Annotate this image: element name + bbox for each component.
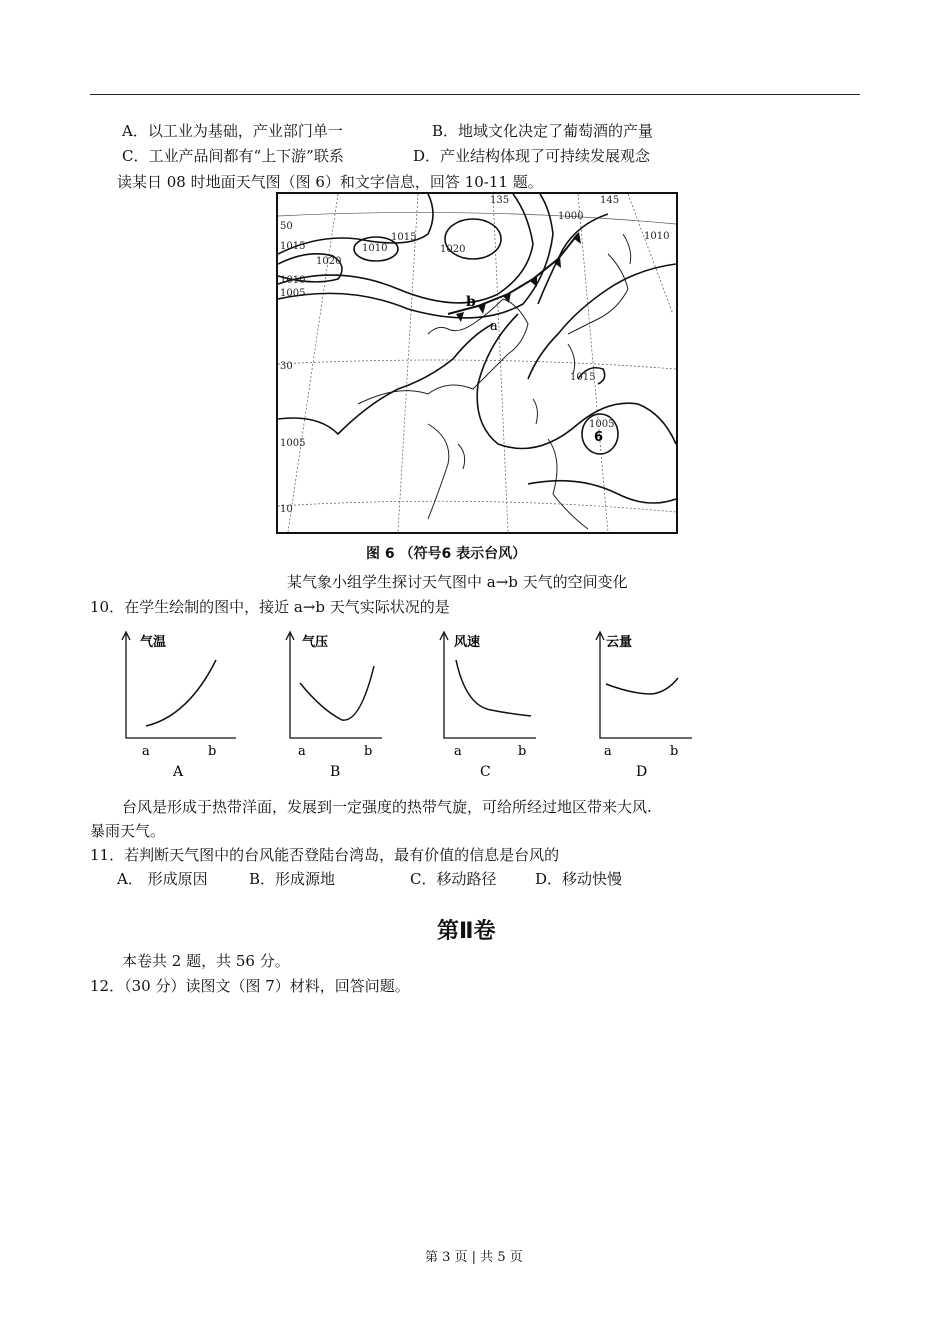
intro-10-11: 读某日 08 时地面天气图（图 6）和文字信息，回答 10-11 题。 [117,173,543,191]
q11-option-c: C．移动路径 [410,870,497,888]
section-title: 第Ⅱ卷 [437,919,496,944]
q10-stem: 10．在学生绘制的图中，接近 a→b 天气实际状况的是 [90,598,450,616]
weather-map-svg [278,194,676,532]
graph-c-x-start: a [454,744,462,759]
typhoon-icon: 6 [594,430,604,445]
graph-a-curve [146,660,216,726]
graph-c [436,628,546,782]
q11-option-d: D．移动快慢 [535,870,623,888]
graph-a [118,628,238,782]
graph-d-title: 云量 [606,635,633,650]
graph-c-letter: C [480,764,491,780]
isobar-label: 1020 [440,244,466,255]
graph-b-x-start: a [298,744,306,759]
graph-b-letter: B [330,764,341,780]
typhoon-text-1: 台风是形成于热带洋面，发展到一定强度的热带气旋，可给所经过地区带来大风. [122,798,652,816]
section-note: 本卷共 2 题，共 56 分。 [122,952,290,970]
q9-option-d: D．产业结构体现了可持续发展观念 [413,147,651,165]
q12-stem: 12．（30 分）读图文（图 7）材料，回答问题。 [90,977,410,995]
graph-d-x-end: b [670,744,679,759]
isobar-label: 1010 [362,243,388,254]
graph-b [282,628,392,782]
page-footer: 第 3 页 | 共 5 页 [425,1250,523,1265]
graph-a-title: 气温 [140,635,167,650]
q11-option-b: B．形成源地 [249,870,336,888]
isobar-label: 1010 [280,275,306,286]
coord-label: 10 [280,504,293,515]
graph-b-curve [300,666,374,720]
map-point-b: b [466,294,476,310]
note-a-to-b: 某气象小组学生探讨天气图中 a→b 天气的空间变化 [287,573,628,591]
isobar-label: 1010 [644,231,670,242]
graph-d [592,628,702,782]
coord-label: 145 [600,195,620,206]
map-point-a: a [490,319,498,334]
coord-label: 50 [280,221,293,232]
map-caption: 图 6 （符号6 表示台风） [366,546,527,562]
q9-option-a: A．以工业为基础，产业部门单一 [122,122,343,140]
isobar-label: 1015 [280,241,306,252]
isobars [278,194,676,503]
typhoon-text-2: 暴雨天气。 [90,822,166,840]
coord-label: 135 [490,195,510,206]
isobar-label: 1005 [280,288,306,299]
graph-a-x-end: b [208,744,217,759]
graph-c-curve [456,660,531,716]
isobar-label-1020: 1020 [316,256,342,267]
isobar-label: 1005 [589,419,615,430]
graph-a-x-start: a [142,744,150,759]
graph-d-x-start: a [604,744,612,759]
coord-label: 30 [280,361,293,372]
q11-stem: 11．若判断天气图中的台风能否登陆台湾岛，最有价值的信息是台风的 [90,846,560,864]
q9-option-c: C．工业产品间都有“上下游”联系 [122,147,344,165]
graph-d-curve [606,678,678,694]
graph-c-title: 风速 [454,635,481,650]
isobar-label: 1000 [558,211,584,222]
isobar-label: 1005 [280,438,306,449]
graph-b-title: 气压 [302,635,329,650]
weather-map [276,192,678,534]
graph-c-x-end: b [518,744,527,759]
graph-a-letter: A [173,764,184,780]
graph-d-letter: D [636,764,648,780]
header-rule [90,94,860,95]
isobar-label: 1015 [570,372,596,383]
q9-option-b: B．地域文化决定了葡萄酒的产量 [432,122,654,140]
q11-option-a: A． 形成原因 [117,870,208,888]
graph-b-x-end: b [364,744,373,759]
graticule [278,194,676,532]
isobar-label: 1015 [391,232,417,243]
